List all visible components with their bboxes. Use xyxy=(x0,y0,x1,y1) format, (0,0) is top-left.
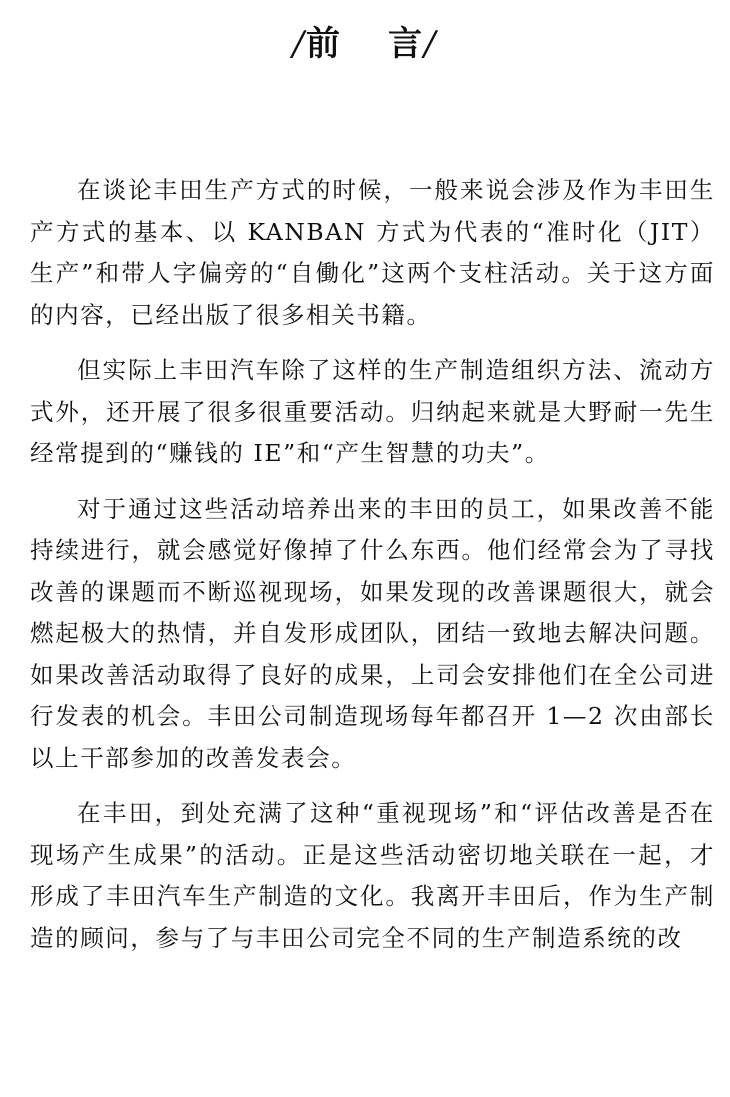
page-title xyxy=(0,18,730,70)
body-text xyxy=(30,170,715,973)
paragraph-1: 在谈论丰田生产方式的时候，一般来说会涉及作为丰田生产方式的基本、以 KANBAN 方式为代表的“准时化（JIT）生产”和带人字偏旁的“自働化”这两个支柱活动。关于这方面的内容，已经出版了很多相关书籍。 xyxy=(30,176,715,329)
title-char-1: 前 xyxy=(306,24,342,64)
title-slash-right: / xyxy=(424,24,438,64)
title-slash-left: / xyxy=(292,24,306,64)
title-char-2: 言 xyxy=(388,24,424,64)
paragraph-3: 对于通过这些活动培养出来的丰田的员工，如果改善不能持续进行，就会感觉好像掉了什么东西。他们经常会为了寻找改善的课题而不断巡视现场，如果发现的改善课题很大，就会燃起极大的热情，并自发形成团队，团结一致地去解决问题。如果改善活动取得了良好的成果，上司会安排他们在全公司进行发表的机会。丰田公司制造现场每年都召开 1—2 次由部长以上干部参加的改善发表会。 xyxy=(30,494,715,772)
paragraph-4: 在丰田，到处充满了这种“重视现场”和“评估改善是否在现场产生成果”的活动。正是这些活动密切地关联在一起，才形成了丰田汽车生产制造的文化。我离开丰田后，作为生产制造的顾问，参与了与丰田公司完全不同的生产制造系统的改 xyxy=(30,799,715,952)
paragraph-2: 但实际上丰田汽车除了这样的生产制造组织方法、流动方式外，还开展了很多很重要活动。归纳起来就是大野耐一先生经常提到的“赚钱的 IE”和“产生智慧的功夫”。 xyxy=(30,356,715,467)
